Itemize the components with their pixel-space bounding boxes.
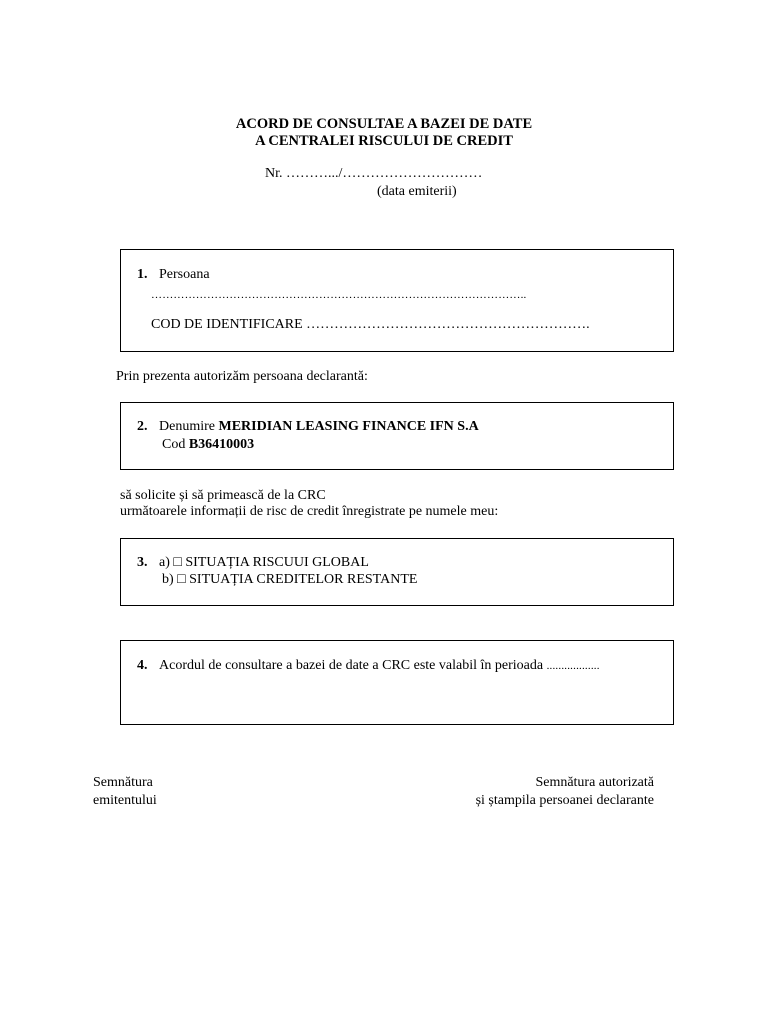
section-4-box	[120, 640, 674, 725]
authorized-signature-label-line2: și ștampila persoanei declarante	[475, 793, 654, 808]
section-4-number: 4.	[137, 658, 148, 673]
document-title-line2: A CENTRALEI RISCULUI DE CREDIT	[255, 133, 513, 149]
persoana-label: Persoana	[159, 267, 210, 282]
date-caption: (data emiterii)	[377, 184, 457, 199]
company-code: B36410003	[188, 437, 255, 452]
option-a-checkbox-item[interactable]: a) □ SITUAȚIA RISCUUI GLOBAL	[159, 555, 369, 570]
validity-period-field: ..................	[546, 660, 600, 672]
cod-identificare-field: COD DE IDENTIFICARE …………………………………………………….	[151, 317, 590, 332]
request-line-1: să solicite și să primească de la CRC	[120, 488, 326, 503]
issuer-signature-label-line2: emitentului	[93, 793, 157, 808]
section-1-box	[120, 249, 674, 352]
section-1-number: 1.	[137, 267, 148, 282]
option-b-checkbox-item[interactable]: b) □ SITUAȚIA CREDITELOR RESTANTE	[162, 572, 418, 587]
cod-label: Cod	[162, 437, 189, 452]
issuer-signature-label-line1: Semnătura	[93, 775, 153, 790]
section-2-number: 2.	[137, 419, 148, 434]
request-line-2: următoarele informații de risc de credit înregistrate pe numele meu:	[120, 504, 499, 519]
section-2-box	[120, 402, 674, 470]
authorization-intro: Prin prezenta autorizăm persoana declarantă:	[116, 369, 368, 384]
section-3-number: 3.	[137, 555, 148, 570]
document-title-line1: ACORD DE CONSULTAE A BAZEI DE DATE	[235, 116, 533, 132]
company-name: MERIDIAN LEASING FINANCE IFN S.A	[218, 419, 479, 434]
nr-field: Nr. ……….../…………………………	[265, 166, 483, 181]
validity-text: Acordul de consultare a bazei de date a CRC este valabil în perioada	[159, 658, 544, 673]
persoana-fill-line: ………………………………………………………………………………………..	[151, 289, 527, 301]
authorized-signature-label-line1: Semnătura autorizată	[535, 775, 654, 790]
section-3-box	[120, 538, 674, 606]
denumire-label: Denumire	[159, 419, 219, 434]
